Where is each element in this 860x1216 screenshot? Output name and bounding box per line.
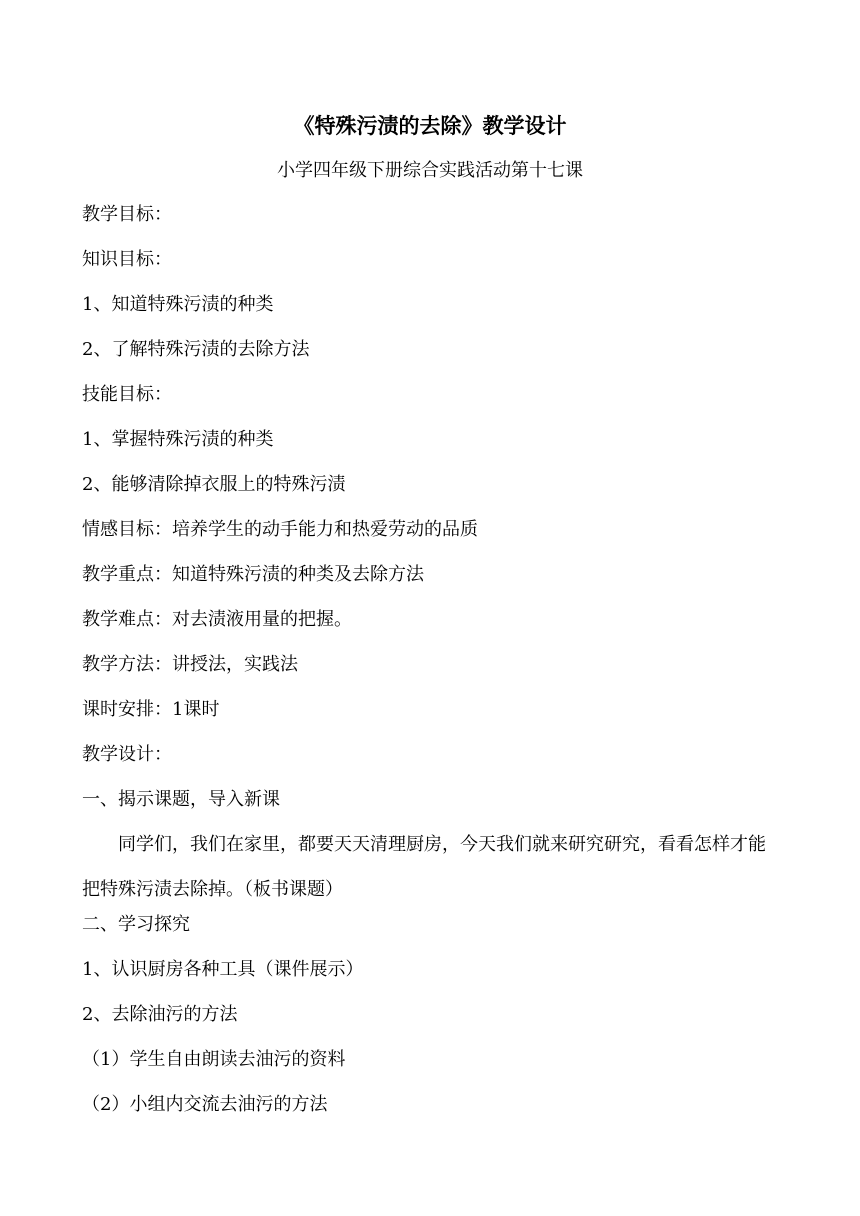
document-title: 《特殊污渍的去除》教学设计 [293,113,567,138]
list-item: 2、去除油污的方法 [82,1004,238,1025]
teaching-methods: 教学方法：讲授法，实践法 [82,654,298,675]
document-subtitle: 小学四年级下册综合实践活动第十七课 [277,160,583,181]
section-heading-skill-goals: 技能目标： [82,384,172,405]
list-item: 1、认识厨房各种工具（课件展示） [82,959,364,980]
section-heading-part-two: 二、学习探究 [82,914,190,935]
section-heading-knowledge-goals: 知识目标： [82,249,172,270]
document-body [82,202,782,1137]
emotion-goals: 情感目标：培养学生的动手能力和热爱劳动的品质 [82,519,478,540]
list-item: 2、能够清除掉衣服上的特殊污渍 [82,474,346,495]
list-item: 1、知道特殊污渍的种类 [82,294,274,315]
section-heading-teaching-goals: 教学目标： [82,204,172,225]
list-item: 2、了解特殊污渍的去除方法 [82,339,310,360]
class-hours: 课时安排：1课时 [82,699,220,720]
teaching-key-points: 教学重点：知道特殊污渍的种类及去除方法 [82,564,424,585]
list-item: 1、掌握特殊污渍的种类 [82,429,274,450]
section-heading-teaching-design: 教学设计： [82,744,172,765]
list-item: （1）学生自由朗读去油污的资料 [82,1049,346,1070]
list-item: （2）小组内交流去油污的方法 [82,1094,328,1115]
teaching-difficulties: 教学难点：对去渍液用量的把握。 [82,609,352,630]
section-heading-part-one: 一、揭示课题，导入新课 [82,789,280,810]
intro-paragraph: 同学们，我们在家里，都要天天清理厨房，今天我们就来研究研究，看看怎样才能把特殊污渍去除掉。（板书课题） [82,834,766,900]
